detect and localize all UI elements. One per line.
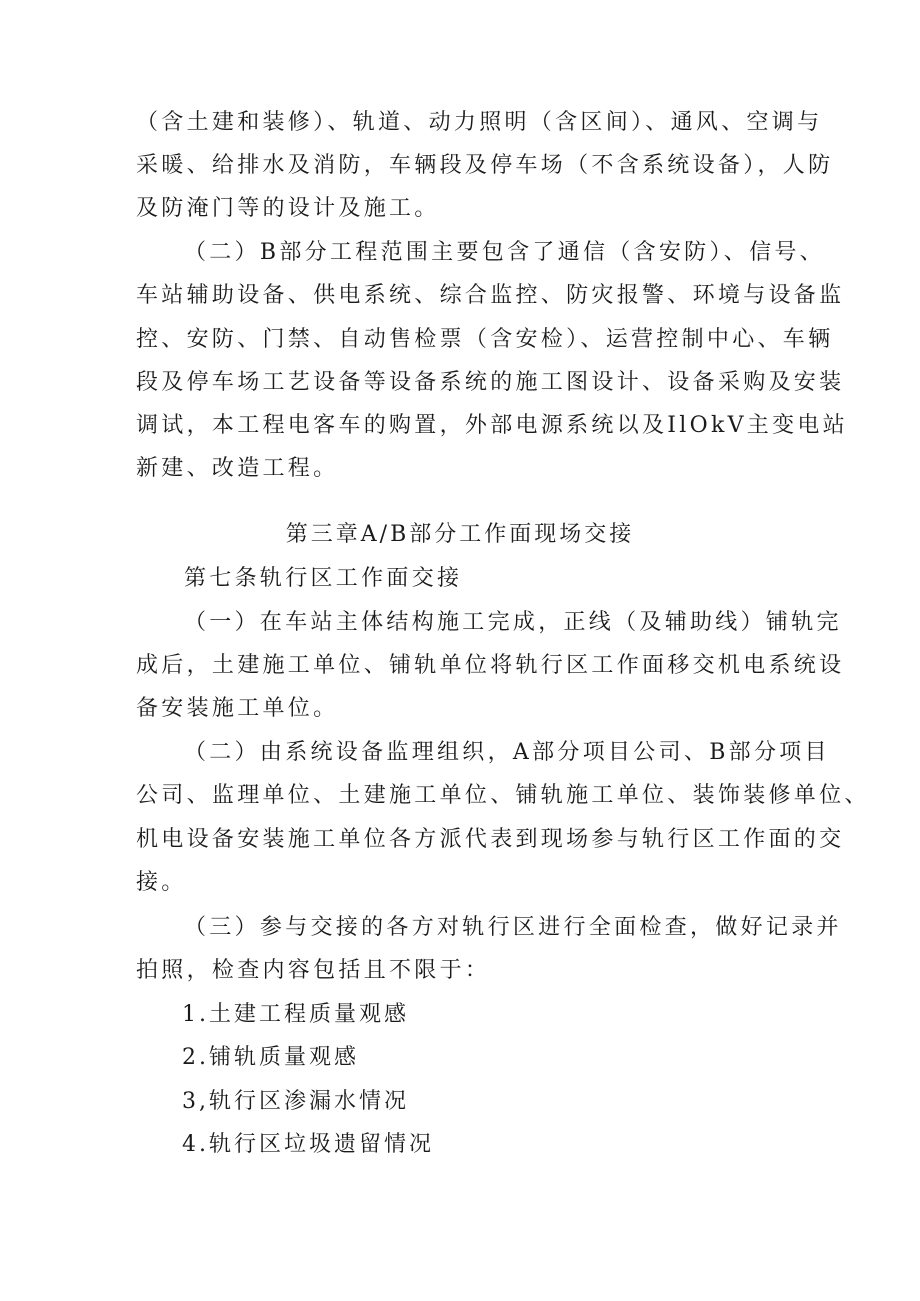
list-item: 4.轨行区垃圾遗留情况	[182, 1132, 434, 1157]
text-line: 段及停车场工艺设备等设备系统的施工图设计、设备采购及安装	[136, 370, 845, 395]
text-line: 机电设备安装施工单位各方派代表到现场参与轨行区工作面的交	[136, 827, 845, 852]
text-line: 及防淹门等的设计及施工。	[136, 196, 440, 221]
article-heading: 第七条轨行区工作面交接	[184, 566, 463, 591]
chapter-heading: 第三章A/B部分工作面现场交接	[285, 522, 635, 547]
list-item: 2.铺轨质量观感	[182, 1045, 359, 1070]
text-line: 公司、监理单位、土建施工单位、铺轨施工单位、装饰装修单位、	[136, 783, 870, 808]
text-line: 接。	[136, 870, 187, 895]
text-line: 成后，土建施工单位、铺轨单位将轨行区工作面移交机电系统设	[136, 653, 845, 678]
text-line: 车站辅助设备、供电系统、综合监控、防灾报警、环境与设备监	[136, 283, 845, 308]
text-line: （一）在车站主体结构施工完成，正线（及辅助线）铺轨完	[184, 610, 842, 635]
text-line: 新建、改造工程。	[136, 456, 339, 481]
text-line: 拍照，检查内容包括且不限于：	[136, 958, 491, 983]
list-item: 3,轨行区渗漏水情况	[182, 1089, 409, 1114]
text-line: 调试，本工程电客车的购置，外部电源系统以及IlOkV主变电站	[136, 413, 848, 438]
text-line: （二）由系统设备监理组织，A部分项目公司、B部分项目	[184, 740, 830, 765]
text-line: 控、安防、门禁、自动售检票（含安检）、运营控制中心、车辆	[136, 327, 834, 352]
text-line: （含土建和装修）、轨道、动力照明（含区间）、通风、空调与	[136, 110, 823, 135]
list-item: 1.土建工程质量观感	[182, 1002, 409, 1027]
text-line: 采暖、给排水及消防，车辆段及停车场（不含系统设备），人防	[136, 153, 834, 178]
text-line: （二）B部分工程范围主要包含了通信（含安防）、信号、	[184, 240, 825, 265]
text-line: （三）参与交接的各方对轨行区进行全面检查，做好记录并	[184, 915, 842, 940]
text-line: 备安装施工单位。	[136, 696, 339, 721]
